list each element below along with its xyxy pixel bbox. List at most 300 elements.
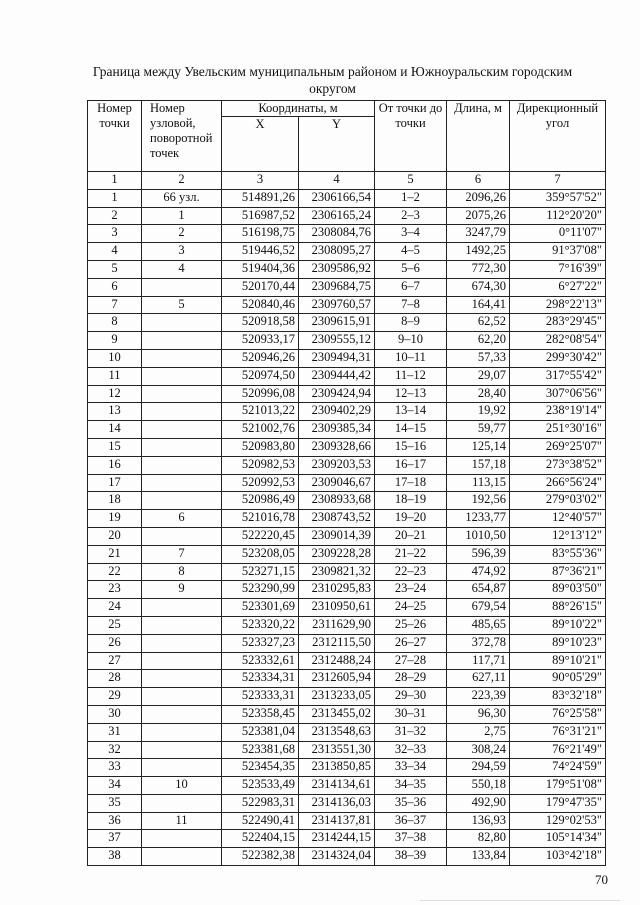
column-number-row [88,172,606,190]
point-number-cell: 18 [88,492,142,510]
table-row [88,759,606,777]
table-row [88,456,606,474]
table-row [88,688,606,706]
table-row [88,581,606,599]
length-cell: 96,30 [447,705,510,723]
coord-y-cell: 2312488,24 [299,652,375,670]
node-number-cell [142,830,222,848]
node-number-cell [142,848,222,866]
coord-y-cell: 2309494,31 [299,349,375,367]
point-number-cell: 11 [88,367,142,385]
direction-angle-cell: 83°32'18" [510,688,606,706]
coord-y-cell: 2309328,66 [299,438,375,456]
direction-angle-cell: 273°38'52" [510,456,606,474]
node-number-cell [142,385,222,403]
table-row [88,367,606,385]
segment-cell: 14–15 [375,421,447,439]
node-number-cell [142,741,222,759]
table-row [88,385,606,403]
segment-cell: 10–11 [375,349,447,367]
document-title: Граница между Увельским муниципальным районом и Южноуральским городским округом [92,64,573,96]
table-row [88,670,606,688]
header-x: X [222,117,299,172]
point-number-cell: 8 [88,314,142,332]
coord-x-cell: 520986,49 [222,492,299,510]
table-row [88,634,606,652]
point-number-cell: 15 [88,438,142,456]
point-number-cell: 5 [88,260,142,278]
header-y: Y [299,117,375,172]
length-cell: 136,93 [447,812,510,830]
length-cell: 2075,26 [447,207,510,225]
coord-x-cell: 523381,04 [222,723,299,741]
direction-angle-cell: 89°10'22" [510,616,606,634]
direction-angle-cell: 91°37'08" [510,243,606,261]
segment-cell: 19–20 [375,510,447,528]
coord-y-cell: 2306166,54 [299,189,375,207]
column-number: 3 [222,172,299,190]
point-number-cell: 36 [88,812,142,830]
direction-angle-cell: 7°16'39" [510,260,606,278]
table-row [88,332,606,350]
segment-cell: 31–32 [375,723,447,741]
coord-y-cell: 2310295,83 [299,581,375,599]
coord-x-cell: 520840,46 [222,296,299,314]
node-number-cell [142,438,222,456]
segment-cell: 3–4 [375,225,447,243]
coord-x-cell: 523208,05 [222,545,299,563]
node-number-cell: 8 [142,563,222,581]
coord-y-cell: 2309821,32 [299,563,375,581]
coord-x-cell: 521013,22 [222,403,299,421]
point-number-cell: 19 [88,510,142,528]
direction-angle-cell: 238°19'14" [510,403,606,421]
segment-cell: 29–30 [375,688,447,706]
direction-angle-cell: 76°31'21" [510,723,606,741]
coord-y-cell: 2314134,61 [299,777,375,795]
node-number-cell [142,705,222,723]
point-number-cell: 12 [88,385,142,403]
node-number-cell: 66 узл. [142,189,222,207]
node-number-cell [142,492,222,510]
length-cell: 164,41 [447,296,510,314]
coord-y-cell: 2309228,28 [299,545,375,563]
table-row [88,207,606,225]
direction-angle-cell: 89°10'23" [510,634,606,652]
direction-angle-cell: 179°51'08" [510,777,606,795]
segment-cell: 1–2 [375,189,447,207]
length-cell: 294,59 [447,759,510,777]
coord-x-cell: 523454,35 [222,759,299,777]
coord-x-cell: 523533,49 [222,777,299,795]
coord-x-cell: 521002,76 [222,421,299,439]
column-number: 2 [142,172,222,190]
coord-x-cell: 523333,31 [222,688,299,706]
header-direction-angle: Дирекционный угол [510,101,606,172]
point-number-cell: 4 [88,243,142,261]
coord-x-cell: 523334,31 [222,670,299,688]
length-cell: 492,90 [447,794,510,812]
length-cell: 674,30 [447,278,510,296]
point-number-cell: 29 [88,688,142,706]
point-number-cell: 10 [88,349,142,367]
coord-y-cell: 2313551,30 [299,741,375,759]
length-cell: 125,14 [447,438,510,456]
segment-cell: 12–13 [375,385,447,403]
length-cell: 82,80 [447,830,510,848]
header-node-number: Номер узловой, поворотной точек [142,101,222,172]
segment-cell: 28–29 [375,670,447,688]
coord-y-cell: 2308743,52 [299,510,375,528]
table-row [88,723,606,741]
coord-y-cell: 2309402,29 [299,403,375,421]
coord-y-cell: 2309014,39 [299,527,375,545]
coord-y-cell: 2309684,75 [299,278,375,296]
node-number-cell [142,794,222,812]
length-cell: 62,20 [447,332,510,350]
coord-x-cell: 520996,08 [222,385,299,403]
coord-y-cell: 2312605,94 [299,670,375,688]
coord-x-cell: 522220,45 [222,527,299,545]
coord-y-cell: 2309424,94 [299,385,375,403]
header-length: Длина, м [447,101,510,172]
coord-x-cell: 521016,78 [222,510,299,528]
direction-angle-cell: 105°14'34" [510,830,606,848]
point-number-cell: 2 [88,207,142,225]
length-cell: 308,24 [447,741,510,759]
point-number-cell: 25 [88,616,142,634]
direction-angle-cell: 317°55'42" [510,367,606,385]
segment-cell: 37–38 [375,830,447,848]
coord-x-cell: 523271,15 [222,563,299,581]
node-number-cell [142,278,222,296]
footer-divider [420,900,620,901]
coord-x-cell: 522404,15 [222,830,299,848]
coord-x-cell: 520933,17 [222,332,299,350]
table-row [88,349,606,367]
node-number-cell: 11 [142,812,222,830]
table-row [88,260,606,278]
table-body [88,189,606,865]
point-number-cell: 33 [88,759,142,777]
point-number-cell: 14 [88,421,142,439]
coord-x-cell: 520946,26 [222,349,299,367]
length-cell: 157,18 [447,456,510,474]
table-row [88,652,606,670]
segment-cell: 18–19 [375,492,447,510]
point-number-cell: 3 [88,225,142,243]
table-row [88,474,606,492]
node-number-cell [142,421,222,439]
segment-cell: 25–26 [375,616,447,634]
direction-angle-cell: 103°42'18" [510,848,606,866]
length-cell: 372,78 [447,634,510,652]
length-cell: 28,40 [447,385,510,403]
point-number-cell: 23 [88,581,142,599]
point-number-cell: 32 [88,741,142,759]
table-row [88,848,606,866]
coord-y-cell: 2313455,02 [299,705,375,723]
coord-y-cell: 2309586,92 [299,260,375,278]
coord-x-cell: 523358,45 [222,705,299,723]
page-number: 70 [595,872,608,887]
length-cell: 57,33 [447,349,510,367]
point-number-cell: 9 [88,332,142,350]
segment-cell: 8–9 [375,314,447,332]
node-number-cell [142,527,222,545]
coord-x-cell: 516987,52 [222,207,299,225]
coord-x-cell: 520170,44 [222,278,299,296]
segment-cell: 26–27 [375,634,447,652]
coord-y-cell: 2312115,50 [299,634,375,652]
table-row [88,705,606,723]
direction-angle-cell: 74°24'59" [510,759,606,777]
point-number-cell: 31 [88,723,142,741]
node-number-cell: 10 [142,777,222,795]
point-number-cell: 17 [88,474,142,492]
coord-y-cell: 2310950,61 [299,599,375,617]
point-number-cell: 21 [88,545,142,563]
length-cell: 772,30 [447,260,510,278]
direction-angle-cell: 282°08'54" [510,332,606,350]
length-cell: 192,56 [447,492,510,510]
direction-angle-cell: 129°02'53" [510,812,606,830]
coord-y-cell: 2313548,63 [299,723,375,741]
direction-angle-cell: 89°03'50" [510,581,606,599]
segment-cell: 16–17 [375,456,447,474]
table-row [88,563,606,581]
direction-angle-cell: 87°36'21" [510,563,606,581]
node-number-cell: 6 [142,510,222,528]
coord-y-cell: 2306165,24 [299,207,375,225]
coord-y-cell: 2308084,76 [299,225,375,243]
length-cell: 62,52 [447,314,510,332]
coord-x-cell: 520974,50 [222,367,299,385]
direction-angle-cell: 83°55'36" [510,545,606,563]
length-cell: 1492,25 [447,243,510,261]
direction-angle-cell: 12°40'57" [510,510,606,528]
table-row [88,243,606,261]
column-number: 6 [447,172,510,190]
coord-y-cell: 2309615,91 [299,314,375,332]
node-number-cell [142,599,222,617]
length-cell: 679,54 [447,599,510,617]
segment-cell: 4–5 [375,243,447,261]
direction-angle-cell: 269°25'07" [510,438,606,456]
length-cell: 29,07 [447,367,510,385]
table-row [88,599,606,617]
table-row [88,510,606,528]
point-number-cell: 16 [88,456,142,474]
table-row [88,830,606,848]
length-cell: 223,39 [447,688,510,706]
length-cell: 2,75 [447,723,510,741]
segment-cell: 17–18 [375,474,447,492]
node-number-cell: 9 [142,581,222,599]
table-row [88,741,606,759]
node-number-cell [142,759,222,777]
point-number-cell: 30 [88,705,142,723]
node-number-cell [142,616,222,634]
node-number-cell: 2 [142,225,222,243]
coord-x-cell: 523320,22 [222,616,299,634]
node-number-cell [142,349,222,367]
segment-cell: 35–36 [375,794,447,812]
point-number-cell: 7 [88,296,142,314]
length-cell: 627,11 [447,670,510,688]
segment-cell: 7–8 [375,296,447,314]
segment-cell: 15–16 [375,438,447,456]
node-number-cell [142,723,222,741]
table-row [88,314,606,332]
table-row [88,296,606,314]
table-row [88,527,606,545]
length-cell: 3247,79 [447,225,510,243]
coord-x-cell: 520983,80 [222,438,299,456]
table-row [88,616,606,634]
length-cell: 117,71 [447,652,510,670]
segment-cell: 9–10 [375,332,447,350]
table-row [88,545,606,563]
point-number-cell: 20 [88,527,142,545]
segment-cell: 38–39 [375,848,447,866]
coord-x-cell: 519404,36 [222,260,299,278]
length-cell: 550,18 [447,777,510,795]
coord-y-cell: 2309555,12 [299,332,375,350]
length-cell: 485,65 [447,616,510,634]
coord-y-cell: 2308933,68 [299,492,375,510]
table-row [88,189,606,207]
node-number-cell [142,314,222,332]
table-row [88,812,606,830]
point-number-cell: 1 [88,189,142,207]
direction-angle-cell: 90°05'29" [510,670,606,688]
node-number-cell [142,474,222,492]
point-number-cell: 37 [88,830,142,848]
coord-y-cell: 2308095,27 [299,243,375,261]
coord-x-cell: 523327,23 [222,634,299,652]
coord-y-cell: 2313850,85 [299,759,375,777]
length-cell: 596,39 [447,545,510,563]
node-number-cell [142,634,222,652]
segment-cell: 33–34 [375,759,447,777]
node-number-cell [142,403,222,421]
direction-angle-cell: 298°22'13" [510,296,606,314]
node-number-cell [142,332,222,350]
segment-cell: 34–35 [375,777,447,795]
coord-y-cell: 2314244,15 [299,830,375,848]
coord-y-cell: 2309203,53 [299,456,375,474]
point-number-cell: 34 [88,777,142,795]
segment-cell: 32–33 [375,741,447,759]
node-number-cell: 1 [142,207,222,225]
point-number-cell: 27 [88,652,142,670]
coord-x-cell: 519446,52 [222,243,299,261]
coord-y-cell: 2314137,81 [299,812,375,830]
direction-angle-cell: 279°03'02" [510,492,606,510]
coordinates-table [87,100,606,866]
coord-y-cell: 2314324,04 [299,848,375,866]
segment-cell: 20–21 [375,527,447,545]
segment-cell: 21–22 [375,545,447,563]
coord-x-cell: 523381,68 [222,741,299,759]
segment-cell: 5–6 [375,260,447,278]
table-row [88,225,606,243]
table-row [88,794,606,812]
segment-cell: 11–12 [375,367,447,385]
node-number-cell [142,688,222,706]
node-number-cell: 7 [142,545,222,563]
segment-cell: 27–28 [375,652,447,670]
column-number: 7 [510,172,606,190]
table-row [88,403,606,421]
column-number: 1 [88,172,142,190]
length-cell: 1010,50 [447,527,510,545]
coord-y-cell: 2309444,42 [299,367,375,385]
direction-angle-cell: 179°47'35" [510,794,606,812]
coord-x-cell: 523301,69 [222,599,299,617]
direction-angle-cell: 88°26'15" [510,599,606,617]
direction-angle-cell: 299°30'42" [510,349,606,367]
segment-cell: 24–25 [375,599,447,617]
coord-x-cell: 520982,53 [222,456,299,474]
point-number-cell: 26 [88,634,142,652]
length-cell: 474,92 [447,563,510,581]
column-number: 5 [375,172,447,190]
direction-angle-cell: 76°21'49" [510,741,606,759]
segment-cell: 2–3 [375,207,447,225]
table-row [88,278,606,296]
coord-x-cell: 516198,75 [222,225,299,243]
segment-cell: 36–37 [375,812,447,830]
header-coordinates: Координаты, м [222,101,375,117]
node-number-cell [142,456,222,474]
node-number-cell [142,652,222,670]
coord-y-cell: 2309760,57 [299,296,375,314]
header-point-number: Номер точки [88,101,142,172]
header-from-to: От точки до точки [375,101,447,172]
coord-x-cell: 514891,26 [222,189,299,207]
table-row [88,421,606,439]
length-cell: 2096,26 [447,189,510,207]
direction-angle-cell: 76°25'58" [510,705,606,723]
point-number-cell: 13 [88,403,142,421]
point-number-cell: 24 [88,599,142,617]
coord-x-cell: 522490,41 [222,812,299,830]
coord-y-cell: 2313233,05 [299,688,375,706]
coord-y-cell: 2309385,34 [299,421,375,439]
node-number-cell [142,670,222,688]
length-cell: 1233,77 [447,510,510,528]
coord-y-cell: 2311629,90 [299,616,375,634]
length-cell: 113,15 [447,474,510,492]
column-number: 4 [299,172,375,190]
direction-angle-cell: 12°13'12" [510,527,606,545]
coord-x-cell: 523290,99 [222,581,299,599]
segment-cell: 30–31 [375,705,447,723]
node-number-cell [142,367,222,385]
segment-cell: 13–14 [375,403,447,421]
point-number-cell: 6 [88,278,142,296]
direction-angle-cell: 112°20'20" [510,207,606,225]
node-number-cell: 4 [142,260,222,278]
table-row [88,438,606,456]
direction-angle-cell: 0°11'07" [510,225,606,243]
coord-y-cell: 2314136,03 [299,794,375,812]
point-number-cell: 38 [88,848,142,866]
point-number-cell: 35 [88,794,142,812]
coord-x-cell: 522382,38 [222,848,299,866]
